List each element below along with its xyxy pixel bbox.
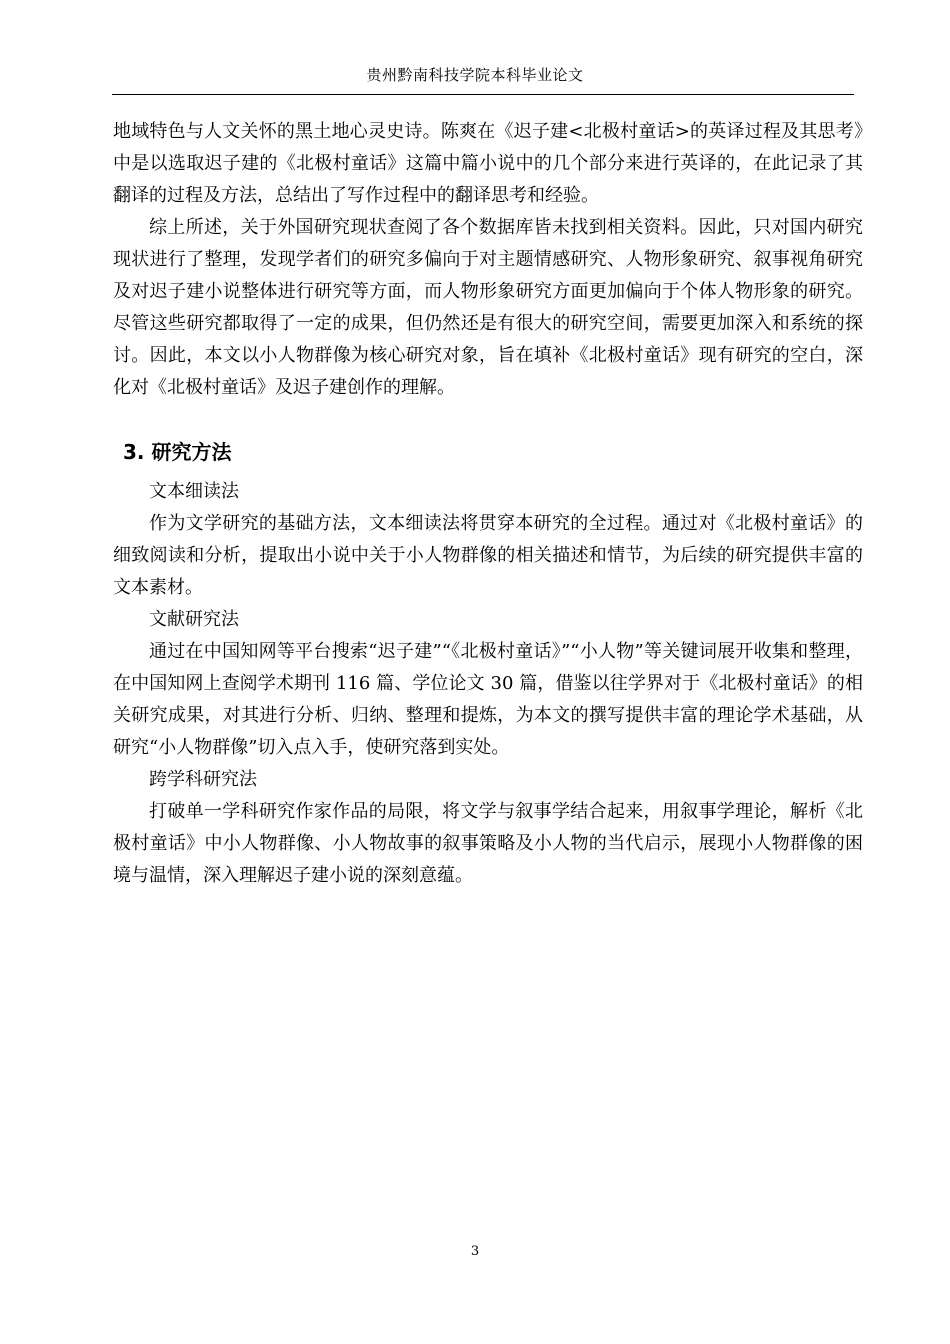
page-number: 3 [470, 1244, 480, 1259]
paragraph-summary: 综上所述，关于外国研究现状查阅了各个数据库皆未找到相关资料。因此，只对国内研究现状进行了整理，发现学者们的研究多偏向于对主题情感研究、人物形象研究、叙事视角研究及对迟子建小说整体进行研究等方面，而人物形象研究方面更加偏向于个体人物形象的研究。尽管这些研究都取得了一定的成果，但仍然还是有很大的研究空间，需要更加深入和系统的探讨。因此，本文以小人物群像为核心研究对象，旨在填补《北极村童话》现有研究的空白，深化对《北极村童话》及迟子建创作的理解。 [113, 217, 863, 398]
body-text [113, 116, 863, 892]
method-title: 文献研究法 [149, 609, 239, 630]
section-heading: 3. 研究方法 [123, 440, 232, 464]
header-rule [112, 94, 854, 95]
method-paragraph: 打破单一学科研究作家作品的局限，将文学与叙事学结合起来，用叙事学理论，解析《北极村童话》中小人物群像、小人物故事的叙事策略及小人物的当代启示，展现小人物群像的困境与温情，深入理解迟子建小说的深刻意蕴。 [113, 801, 863, 886]
paragraph-continuation: 地域特色与人文关怀的黑土地心灵史诗。陈爽在《迟子建<北极村童话>的英译过程及其思考》中是以选取迟子建的《北极村童话》这篇中篇小说中的几个部分来进行英译的，在此记录了其翻译的过程及方法，总结出了写作过程中的翻译思考和经验。 [113, 121, 863, 206]
running-header: 贵州黔南科技学院本科毕业论文 [366, 66, 584, 84]
method-title: 跨学科研究法 [149, 769, 257, 790]
method-title: 文本细读法 [149, 481, 239, 502]
method-paragraph: 作为文学研究的基础方法，文本细读法将贯穿本研究的全过程。通过对《北极村童话》的细致阅读和分析，提取出小说中关于小人物群像的相关描述和情节，为后续的研究提供丰富的文本素材。 [113, 513, 863, 598]
method-paragraph: 通过在中国知网等平台搜索“迟子建”“《北极村童话》”“小人物”等关键词展开收集和整理，在中国知网上查阅学术期刊 116 篇、学位论文 30 篇，借鉴以往学界对于《北极村童话》的相关研究成果，对其进行分析、归纳、整理和提炼，为本文的撰写提供丰富的理论学术基础，从研究“小人物群像”切入点入手，使研究落到实处。 [113, 641, 863, 758]
